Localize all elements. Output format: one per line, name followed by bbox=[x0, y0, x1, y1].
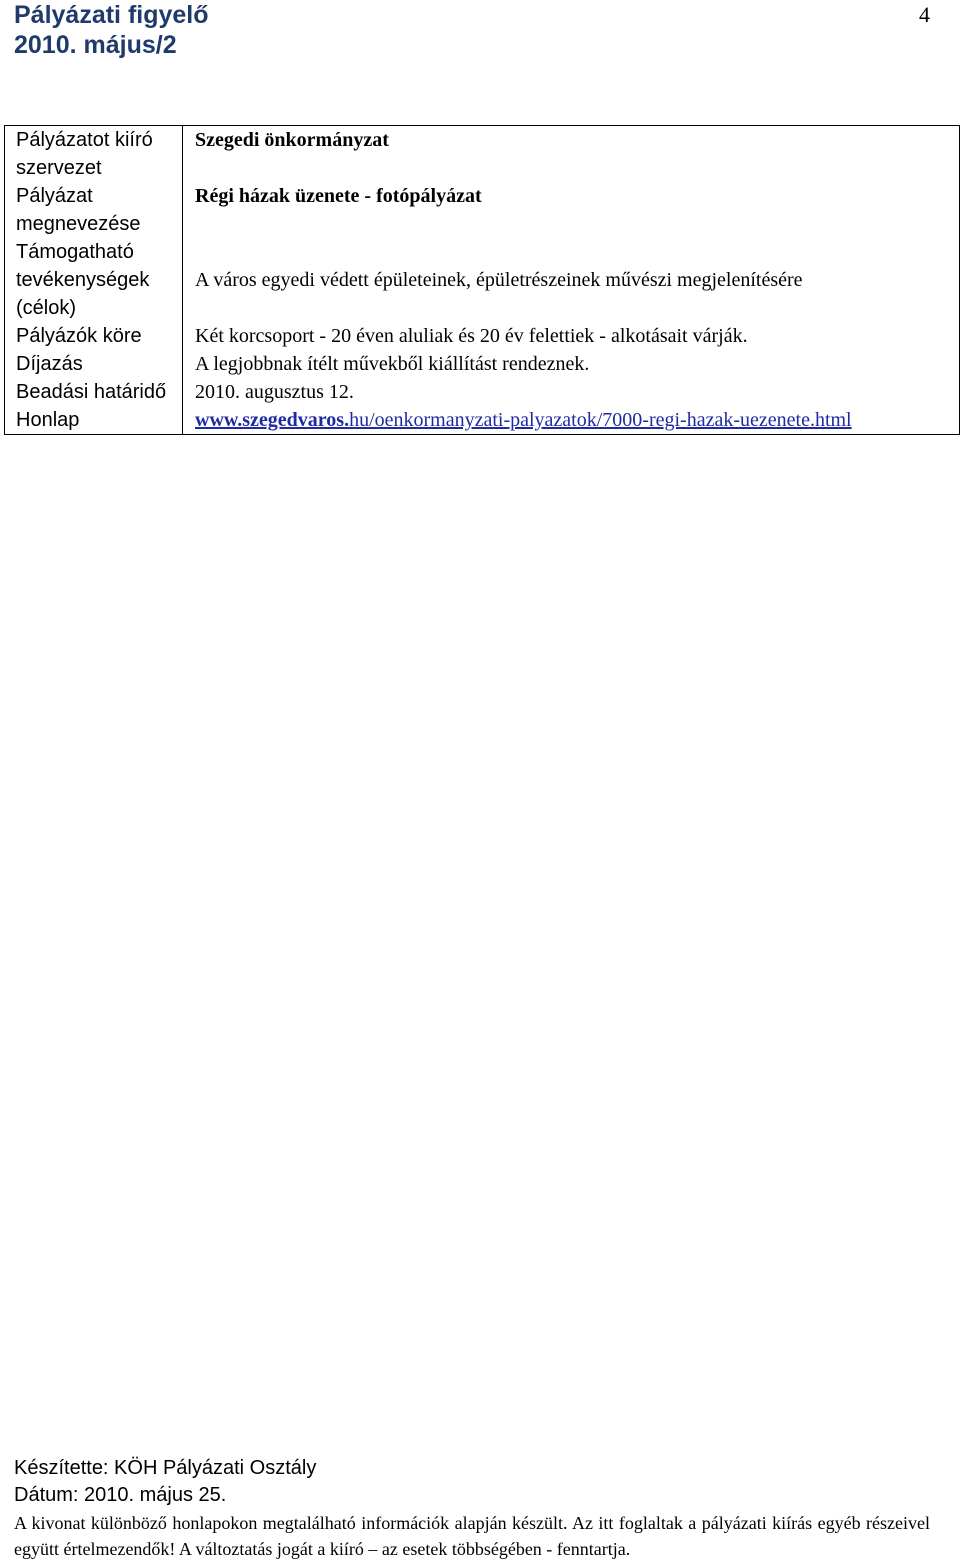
row-label-name: Pályázat megnevezése bbox=[5, 182, 183, 238]
row-label-deadline: Beadási határidő bbox=[5, 378, 183, 406]
row-value-organizer: Szegedi önkormányzat bbox=[183, 126, 960, 183]
document-header bbox=[14, 0, 209, 60]
website-link-domain[interactable]: www.szegedvaros. bbox=[195, 409, 350, 431]
table-row bbox=[5, 238, 960, 322]
page-number: 4 bbox=[919, 2, 930, 27]
document-footer bbox=[14, 1454, 930, 1562]
table-row bbox=[5, 350, 960, 378]
row-value-deadline: 2010. augusztus 12. bbox=[183, 378, 960, 406]
website-link-path[interactable]: hu/oenkormanyzati-palyazatok/7000-regi-hazak-uezenete.html bbox=[349, 409, 852, 431]
row-label-prize: Díjazás bbox=[5, 350, 183, 378]
table-row bbox=[5, 378, 960, 406]
table-row bbox=[5, 126, 960, 183]
row-value-website bbox=[183, 406, 960, 435]
tender-info-table bbox=[4, 125, 960, 435]
row-value-applicants: Két korcsoport - 20 éven aluliak és 20 év felettiek - alkotásait várják. bbox=[183, 322, 960, 350]
table-row bbox=[5, 182, 960, 238]
row-value-prize: A legjobbnak ítélt művekből kiállítást rendeznek. bbox=[183, 350, 960, 378]
issue-label: 2010. május/2 bbox=[14, 31, 177, 59]
table-row bbox=[5, 322, 960, 350]
footer-disclaimer: A kivonat különböző honlapokon megtalálható információk alapján készült. Az itt foglaltak a pályázati kiírás egyéb részeivel együtt értelmezendők! A változtatás jogát a kiíró – az esetek többségében - fenntartja. bbox=[14, 1513, 930, 1559]
row-label-applicants: Pályázók köre bbox=[5, 322, 183, 350]
row-value-name: Régi házak üzenete - fotópályázat bbox=[183, 182, 960, 238]
footer-author: Készítette: KÖH Pályázati Osztály bbox=[14, 1457, 317, 1479]
row-label-website: Honlap bbox=[5, 406, 183, 435]
row-value-activities: A város egyedi védett épületeinek, épületrészeinek művészi megjelenítésére bbox=[183, 238, 960, 322]
footer-date: Dátum: 2010. május 25. bbox=[14, 1484, 227, 1506]
newsletter-title: Pályázati figyelő bbox=[14, 1, 209, 29]
table-row bbox=[5, 406, 960, 435]
row-label-organizer: Pályázatot kiíró szervezet bbox=[5, 126, 183, 183]
row-label-activities: Támogatható tevékenységek (célok) bbox=[5, 238, 183, 322]
